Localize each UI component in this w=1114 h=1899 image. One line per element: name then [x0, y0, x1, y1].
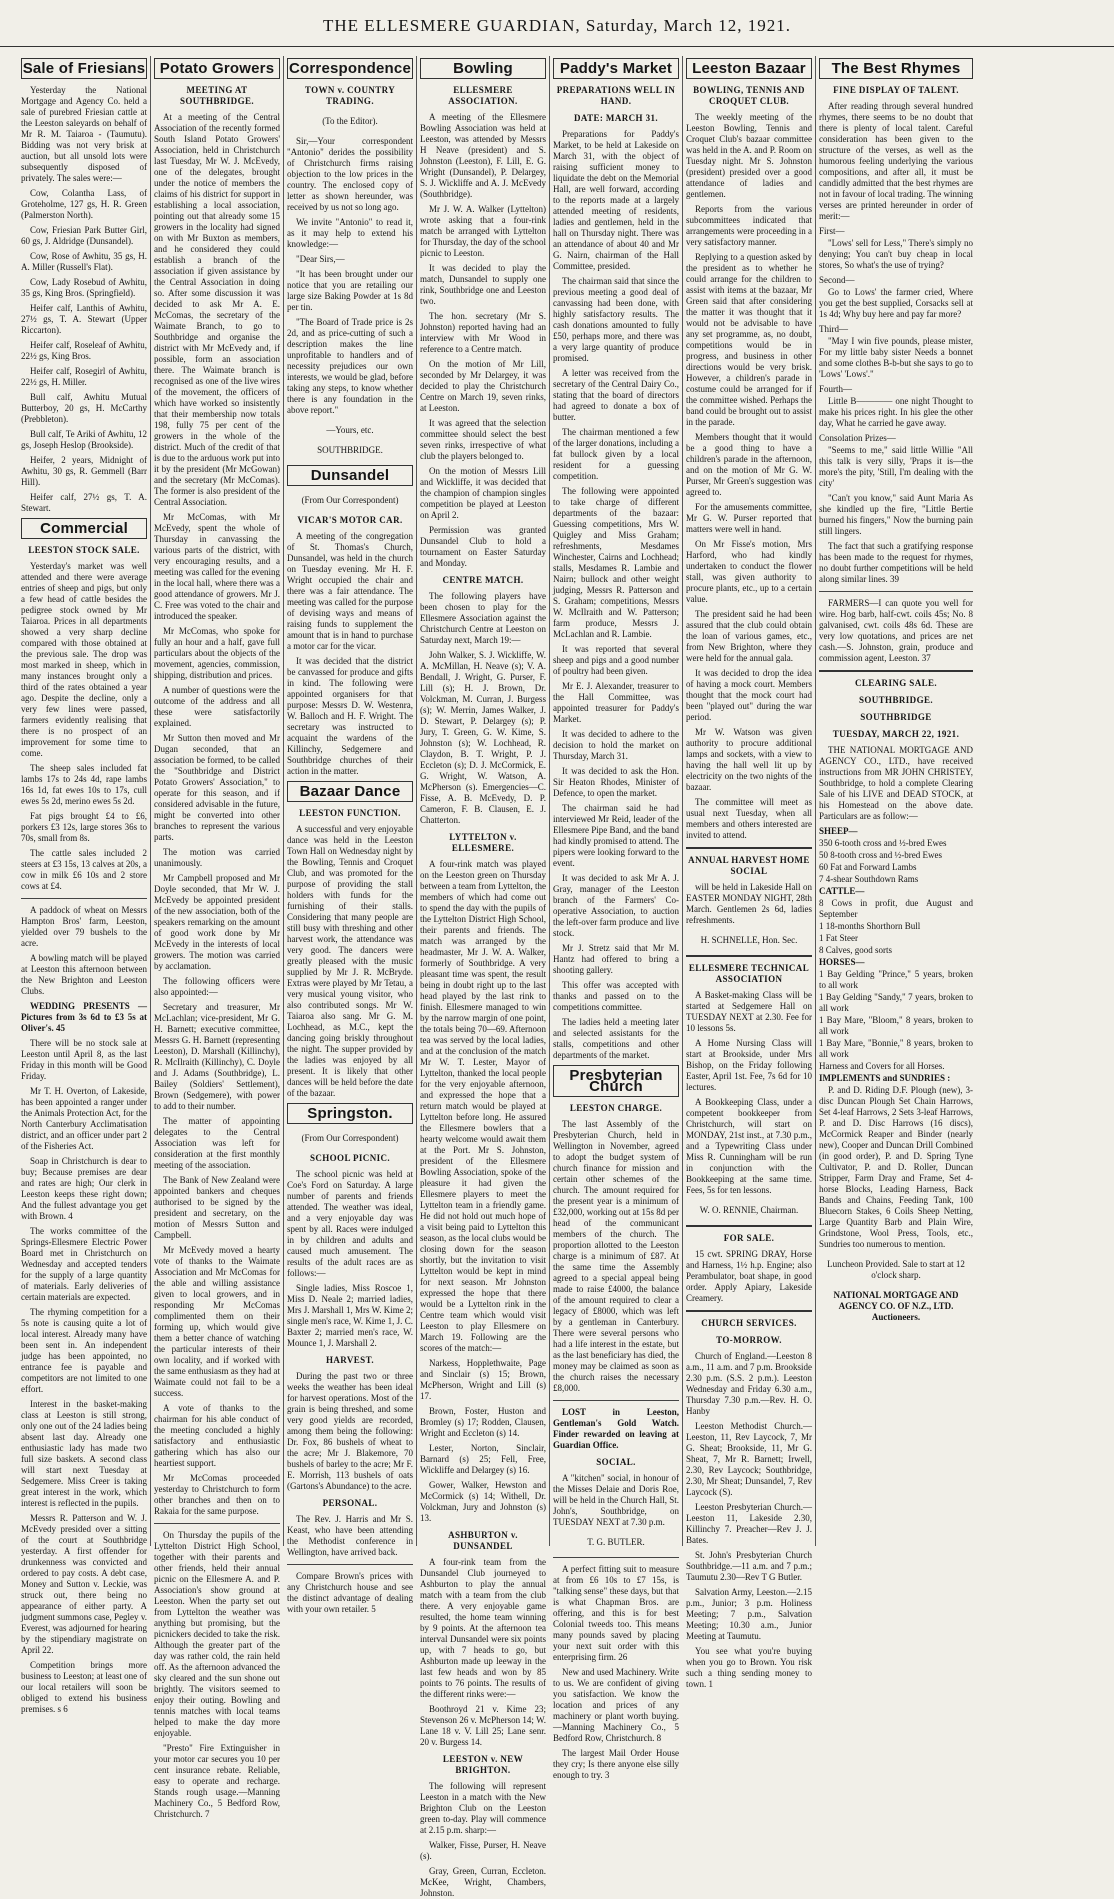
article-paragraph: A "kitchen" social, in honour of the Misses Delaie and Doris Roe, will be held in the Church Hall, St. John's, Southbridge, on TUESDAY NEXT at 7.30 p.m.	[553, 1473, 679, 1527]
subheading: ANNUAL HARVEST HOME SOCIAL	[688, 855, 810, 876]
score-line: Brown, Foster, Huston and Bromley (s) 17; Rodden, Clausen, Wright and Eccleton (s) 14.	[420, 1406, 546, 1438]
subheading: TO-MORROW.	[716, 1335, 782, 1345]
headline-paddys-market: Paddy's Market	[553, 58, 679, 79]
article-paragraph: A four-rink team from the Dunsandel Club journeyed to Ashburton to play the annual match with a team from the club there. A very enjoyable game resulted, the home team winning by 9 points. At the afternoon tea interval Dunsandel were six points up, with 7 heads to go, but Ashburton made up leeway in the last few heads and won by 85 points to 76 points. The results of the different rinks were:—	[420, 1557, 546, 1699]
divider	[287, 1564, 413, 1565]
article-paragraph: On the motion of Mr Lill, seconded by Mr Delargey, it was decided to play the Christchurch Centre on March 19, seven rinks, at Leeston.	[420, 359, 546, 413]
subheading: CLEARING SALE.	[854, 678, 938, 688]
headline-dunsandel: Dunsandel	[287, 465, 413, 486]
subheading: ELLESMERE ASSOCIATION.	[448, 85, 518, 106]
signoff: SOUTHBRIDGE.	[317, 445, 383, 455]
column-3	[284, 56, 417, 1614]
headline-springston: Springston.	[287, 1103, 413, 1124]
rhyme-verse: "Can't you know," said Aunt Maria As she kindled up the fire, "Little Bertie burned his fingers," Now the burning pain still lingers.	[819, 493, 973, 536]
subheading: FOR SALE.	[723, 1233, 775, 1243]
article-paragraph: (To the Editor).	[322, 116, 378, 126]
column-1	[18, 56, 151, 1714]
sale-entry: Heifer, 2 years, Midnight of Awhitu, 30 gs, R. Gemmell (Barr Hill).	[21, 455, 147, 487]
subheading: TOWN v. COUNTRY TRADING.	[304, 85, 396, 106]
article-paragraph: The following will represent Leeston in a match with the New Brighton Club on the Leeston green to-day. Play will commence at 2.15 p.m. sharp:—	[420, 1781, 546, 1835]
article-paragraph: The following players have been chosen to play for the Ellesmere Association against the Christchurch Centre at Leeston on Saturday next, March 19:—	[420, 591, 546, 645]
signoff: W. O. RENNIE, Chairman.	[699, 1205, 799, 1215]
article-paragraph: It was reported that several sheep and pigs and a good number of poultry had been given.	[553, 644, 679, 676]
sale-item: 1 18-months Shorthorn Bull	[819, 921, 921, 931]
article-paragraph: It was decided to ask the Hon. Sir Heaton Rhodes, Minister of Defence, to open the market.	[553, 766, 679, 798]
advertisement: The largest Mail Order House they cry; Is there anyone else silly enough to try. 3	[553, 1748, 679, 1780]
article-paragraph: Mr W. Watson was given authority to procure additional lamps and sockets, with a view to having the hall well lit up by electricity on the two nights of the bazaar.	[686, 727, 812, 792]
article-paragraph: It was decided to drop the idea of having a mock court. Members thought that the mock court had been "played out" during the war period.	[686, 668, 812, 722]
article-paragraph: The school picnic was held at Coe's Ford on Saturday. A large number of parents and friends attended. The weather was ideal, and a very enjoyable day was spent by all. Races were indulged in by children and adults and caused much amusement. The results of the adult races are as follows:—	[287, 1169, 413, 1278]
article-paragraph: The cattle sales included 2 steers at £3 15s, 13 calves at 20s, a cow in milk £6 10s and 2 store cows at £4.	[21, 848, 147, 891]
page-columns	[18, 56, 1104, 1898]
advertisement: WEDDING PRESENTS —Pictures from 3s 6d to £3 5s at Oliver's. 45	[21, 1001, 147, 1033]
sale-item: 8 Cows in profit, due August and September	[819, 898, 973, 919]
subheading: SOUTHBRIDGE.	[858, 695, 934, 705]
article-paragraph: Members thought that it would be a good thing to have a children's parade in the afternoon, and on the motion of Mr G. W. Purser, Mr Green's suggestion was agreed to.	[686, 432, 812, 497]
headline-correspondence: Correspondence	[289, 60, 411, 77]
notice-text: 15 cwt. SPRING DRAY, Horse and Harness, 1½ h.p. Engine; also Perambulator, boat shape, in good order. Apply Apiary, Lakeside Creamery.	[686, 1249, 812, 1303]
article-paragraph: The ladies held a meeting later and selected assistants for the stalls, competitions and other departments of the market.	[553, 1017, 679, 1060]
subheading: CHURCH SERVICES.	[701, 1318, 797, 1328]
article-paragraph: A vote of thanks to the chairman for his able conduct of the meeting concluded a highly satisfactory and enthusiastic gathering which has also our heartiest support.	[154, 1403, 280, 1468]
article-paragraph: "Dear Sirs,—	[296, 254, 345, 264]
article-paragraph: The fact that such a gratifying response has been made to the request for rhymes, no doubt further competitions will be held along similar lines. 39	[819, 541, 973, 584]
article-paragraph: Mr J. Stretz said that Mr M. Hantz had offered to bring a shooting gallery.	[553, 943, 679, 975]
article-paragraph: The committee will meet as usual next Tuesday, when all members and others interested are invited to attend.	[686, 797, 812, 840]
masthead: THE ELLESMERE GUARDIAN, Saturday, March 12, 1921.	[0, 16, 1114, 47]
subheading: TUESDAY, MARCH 22, 1921.	[832, 729, 960, 739]
sale-entry: Cow, Friesian Park Butter Girl, 60 gs, J. Aldridge (Dunsandel).	[21, 225, 147, 246]
article-paragraph: Single ladies, Miss Roscoe 1, Miss D. Neale 2; married ladies, Mrs J. Marshall 1, Mrs W. Kime 2; single men's race, W. Kime 1, J. C. Baxter 2; married men's race, W. Mounce 1, J. Marshall 2.	[287, 1283, 413, 1348]
article-paragraph: At a meeting of the Central Association of the recently formed South Island Potato Growers' Association, held in Christchurch last Tuesday, Mr W. J. McEvedy, one of the delegates, brought under the notice of members the claims of his district for support in establishing a local association, pointing out that already some 15 growers in the locality had signed on with Mr Buxton as members, and he considered they could establish a branch of the association if given assistance by the Central Association in doing so. After some discussion it was decided to ask Mr A. E. McComas, the secretary of the Waimate Branch, to go to Southbridge and organise the district with Mr McEvedy and, if possible, form an association there. The Waimate branch is recognised as one of the live wires of the movement, the officers of which have worked so insistently that their membership now totals 198, fully 75 per cent of the growers in the whole of the district. Much of the credit of that is due to the arduous work put into it by the president (Mr McGowan) and the secretary (Mr McComas). The former is also president of the Central Association.	[154, 112, 280, 507]
article-paragraph: A number of questions were the outcome of the address and all these were satisfactorily explained.	[154, 685, 280, 728]
advertisement: You see what you're buying when you go to Brown. You risk such a thing sending money to town. 1	[686, 1646, 812, 1689]
sale-item: 1 Bay Gelding "Sandy," 7 years, broken to all work	[819, 992, 973, 1013]
sale-category: IMPLEMENTS and SUNDRIES :	[819, 1073, 951, 1083]
subheading: VICAR'S MOTOR CAR.	[297, 515, 403, 525]
sale-entry: Cow, Lady Rosebud of Awhitu, 35 gs, King Bros. (Springfield).	[21, 277, 147, 298]
divider	[21, 898, 147, 899]
notice-text: A Bookkeeping Class, under a competent bookkeeper from Christchurch, will start on MONDAY, 21st inst., at 7.30 p.m., and a Typewriting Class under Miss R. Cunningham will be run in conjunction with the Bookkeeping at the same time. Fees, 5s for ten lessons.	[686, 1097, 812, 1195]
news-item: The rhyming competition for a 5s note is causing quite a lot of local interest. Already many have been sent in. An independent judge has been appointed, no entrance fee is payable and competitors are not limited to one effort.	[21, 1307, 147, 1394]
divider	[154, 1523, 280, 1524]
article-paragraph: On the motion of Messrs Lill and Wickliffe, it was decided that the champion of champion singles competition be played at Leeston on April 2.	[420, 466, 546, 520]
subheading: HARVEST.	[326, 1355, 374, 1365]
rhyme-verse: "Seems to me," said little Willie "All this talk is very silly, 'Praps it is—the more's the pity, 'Still, I'm dealing with the city'	[819, 445, 973, 488]
article-paragraph: After reading through several hundred rhymes, there seems to be no doubt that there is plenty of local talent. Careful consideration has been given to the structure of the verses, as well as the humorous feeling underlying the various compositions, and after all, it must be candidly admitted that the best rhymes are not in favour of local trading. The winning verses are printed hereunder in order of merit:—	[819, 101, 973, 221]
sale-category: SHEEP—	[819, 826, 858, 836]
notice-text: A Home Nursing Class will start at Brookside, under Mrs Bishop, on the Friday following Easter, April 1st. Fee, 7s 6d for 10 lectures.	[686, 1038, 812, 1092]
article-paragraph: The chairman mentioned a few of the larger donations, including a fat bullock given by a local resident for a guessing competition.	[553, 427, 679, 481]
article-paragraph: A four-rink match was played on the Leeston green on Thursday between a team from Lyttelton, the members of which had come out to spend the day with the pupils of the Lyttelton District High School, their parents and friends. The match was arranged by the headmaster, Mr J. W. A. Walker, formerly of Southbridge. A very pleasant time was spent, the result being in doubt right up to the last head played by the last rink to finish. Ellesmere managed to win by the narrow margin of one point, the totals being 70—69. Afternoon tea was served by the local ladies, and at the conclusion of the match Mr W. T. Lester, Mayor of Lyttelton, thanked the local people for the very enjoyable afternoon, and expressed the hope that a return match would be played at Lyttelton before long. He assured the Ellesmere bowlers that a hearty welcome would await them at the Port. Mr S. Johnston, president of the Ellesmere Bowling Association, spoke of the pleasure it had given the Ellesmere players to meet the Lyttelton team in a friendly game. He did not hold out much hope of a visit being paid to Lyttelton this season, as the local clubs would be closing down for the season shortly, but the invitation to visit Lyttelton would be kept in mind for next season. Mr Johnston expressed the hope that there would be a Lyttelton rink in the Centre team which would visit Leeston to play Ellesmere on March 19. Following are the scores of the match:—	[420, 859, 546, 1353]
article-paragraph: Sir,—Your correspondent "Antonio" derides the possibility of Christchurch firms raising objection to the low prices in the country. The enclosed copy of letter as shown hereunder, was received by us not so long ago.	[287, 136, 413, 212]
article-paragraph: The following were appointed to take charge of different departments of the bazaar: Guessing competitions, Mrs W. Quigley and Miss Graham; refreshments, Mesdames Winchester, Cairns and Lochhead; stalls, Mesdames R. Lambie and Nairn; bullock and other weight judging, Messrs R. Patterson and S. Graham; competitions, Messrs W. McIlraith and W. Patterson; farm produce, Messrs J. McLachlan and R. Lambie.	[553, 486, 679, 639]
article-paragraph: The president said he had been assured that the club could obtain the loan of various games, etc., from New Brighton, where they were held for the annual gala.	[686, 609, 812, 663]
advertisement: Soap in Christchurch is dear to buy; Because premises are dear and rates are high; Our clerk in Leeston keeps these right down; And the fullest advantage you get with Brown. 4	[21, 1156, 147, 1221]
article-paragraph: This offer was accepted with thanks and passed on to the competitions committee.	[553, 980, 679, 1012]
divider	[819, 670, 973, 672]
score-line: Lester, Norton, Sinclair, Barnard (s) 25; Fell, Free, Wickliffe and Delargey (s) 16.	[420, 1443, 546, 1475]
advertisement: A perfect fitting suit to measure at from £6 10s to £7 15s, is "talking sense" these days, but that is what Chapman Bros. are offering, and this is for best Colonial tweeds too. This means many pounds saved by placing your next suit order with this enterprising firm. 26	[553, 1564, 679, 1662]
article-paragraph: Preparations for Paddy's Market, to be held at Lakeside on March 31, with the object of raising sufficient money to liquidate the debt on the Memorial Hall, are well forward, according to the reports made at a largely attended meeting of residents, ladies and gentlemen, held in the hall on Thursday night. There was an attendance of about 40 and Mr G. Nairn, chairman of the Hall Committee, presided.	[553, 129, 679, 271]
church-service: Church of England.—Leeston 8 a.m., 11 a.m. and 7 p.m. Brookside 2.30 p.m. (S.S. 2 p.m.). Leeston Wednesday and Friday 6.30 a.m., Thursday 7.30 p.m.—Rev. H. O. Hanby	[686, 1351, 812, 1416]
headline-leeston-bazaar: Leeston Bazaar	[686, 58, 812, 79]
headline-potato-growers: Potato Growers	[154, 58, 280, 79]
divider	[686, 955, 812, 957]
subheading: LEESTON STOCK SALE.	[28, 545, 140, 555]
article-paragraph: It was decided to ask Mr A. J. Gray, manager of the Leeston branch of the Farmers' Co-operative Association, to auction the left-over farm produce and live stock.	[553, 873, 679, 938]
sale-item: 1 Fat Steer	[819, 933, 858, 943]
article-paragraph: Yesterday's market was well attended and there were average entries of sheep and pigs, but only a few head of cattle besides the pedigree stock owned by Mr Taiaroa. Prices in all departments showed a very sharp decline compared with those obtained at the previous sale. The drop was most marked in sheep, which in many instances brought only a third of the rates obtained a year ago. Despite the decline, only a very few lines were passed, farmers evidently realising that there is no prospect of an improvement for some time to come.	[21, 561, 147, 758]
article-paragraph: Permission was granted Dunsandel Club to hold a tournament on Easter Saturday and Monday.	[420, 525, 546, 568]
article-paragraph: We invite "Antonio" to read it, as it may help to extend his knowledge:—	[287, 217, 413, 249]
rhyme-label: Third—	[819, 324, 848, 334]
subheading: FINE DISPLAY OF TALENT.	[833, 85, 959, 95]
article-paragraph: The last Assembly of the Presbyterian Church, held in Wellington in November, agreed to adopt the budget system of church finance for mission and certain other schemes of the church. The amount required for the present year is a minimum of £32,000, working out at 15s 8d per head of the communicant members of the church. The proportion allotted to the Leeston charge is a minimum of £87. At the same time the Assembly agreed to a special appeal being made to raise £4000, the balance of the amount required to clear a legacy of £8000, which was left by a gentleman in Canterbury. There were several persons who had a life interest in the estate, but as the last beneficiary has died, the money may be claimed as soon as the church raises the necessary £8,000.	[553, 1119, 679, 1393]
headline-bazaar-dance: Bazaar Dance	[287, 781, 413, 802]
article-paragraph: A successful and very enjoyable dance was held in the Leeston Town Hall on Wednesday night by the Bowling, Tennis and Croquet Club, and was promoted for the purpose of providing the stall holders with funds for the furnishing of their stalls. Considering that many people are still busy with threshing and other harvest work, the attendance was very good. The dancers were greatly pleased with the music supplied by Mr J. R. McBryde. Extras were played by Mr Tetau, a very musical young visitor, who also contributed songs. Mr W. Taiaroa also sang. Mr G. M. Lochhead, as M.C., kept the dancing going briskly throughout the night. The supper provided by the ladies was enjoyed by all present. It is likely that other dances will be held before the date of the bazaar.	[287, 824, 413, 1098]
advertisement: Competition brings more business to Leeston; at least one of our local retailers will soon be obliged to extend his business premises. s 6	[21, 1660, 147, 1714]
news-item: A paddock of wheat on Messrs Hampton Bros' farm, Leeston, yielded over 79 bushels to the acre.	[21, 905, 147, 948]
subheading: LYTTELTON v. ELLESMERE.	[449, 832, 517, 853]
article-paragraph: Mr McEvedy moved a hearty vote of thanks to the Waimate Association and Mr McComas for the able and willing assistance given to local growers, and in responding Mr McComas complimented them on their forming up, which would give them a better chance of watching the particular interests of their own locality, and if worked with the same enthusiasm as they had at Waimate could not fail to be a success.	[154, 1245, 280, 1398]
sale-entry: Cow, Colantha Lass, of Groteholme, 127 gs, H. R. Green (Palmerston North).	[21, 188, 147, 220]
article-paragraph: The Bank of New Zealand were appointed bankers and cheques authorised to be signed by the president and secretary, on the motion of Messrs Sutton and Campbell.	[154, 1175, 280, 1240]
sale-item: 1 Bay Mare, "Bloom," 8 years, broken to all work	[819, 1015, 973, 1036]
sale-category: HORSES—	[819, 957, 865, 967]
score-line: Narkess, Hopplethwaite, Page and Sinclair (s) 15; Brown, McPherson, Wright and Lill (s) 17.	[420, 1358, 546, 1401]
article-paragraph: A meeting of the congregation of St. Thomas's Church, Dunsandel, was held in the church on Tuesday evening. Mr H. F. Wright occupied the chair and there was a fair attendance. The meeting was called for the purpose of devising ways and means of raising funds to supplement the amount that is in hand to purchase a motor car for the vicar.	[287, 531, 413, 651]
notice-text: THE NATIONAL MORTGAGE AND AGENCY CO., LTD., have received instructions from MR JOHN CHRISTEY, Southbridge, to hold a complete Clearing Sale of his LIVE and DEAD STOCK, at his Homestead on the above date. Particulars are as follow:—	[819, 745, 973, 821]
article-paragraph: It was decided that the district be canvassed for produce and gifts in kind. The following were appointed organisers for that purpose: Messrs D. W. Westenra, W. Balloch and H. F. Wright. The secretary was instructed to acquaint the wardens of the Killinchy, Sedgemere and Southbridge churches of their action in the matter.	[287, 656, 413, 776]
article-paragraph: The matter of appointing delegates to the Central Association was left for consideration at the first monthly meeting of the association.	[154, 1116, 280, 1170]
article-paragraph: The motion was carried unanimously.	[154, 847, 280, 868]
news-item: Messrs R. Patterson and W. J. McEvedy presided over a sitting of the court at Southbridge yesterday. A first offender for drunkenness was convicted and ordered to pay costs. A debt case, Money and Sutton v. Leckie, was struck out, there being no appearance of either party. A judgment summons case, Pegley v. Everest, was adjourned for hearing by the stipendiary magistrate on April 22.	[21, 1513, 147, 1655]
subheading: LEESTON v. NEW BRIGHTON.	[442, 1754, 524, 1775]
advertisement: "Presto" Fire Extinguisher in your motor car secures you 10 per cent insurance rebate. Reliable, easy to operate and recharge. Stands rough usage.—Manning Machinery Co., 5 Bedford Row, Christchurch. 7	[154, 1743, 280, 1819]
article-paragraph: It was decided to play the match, Dunsandel to supply one rink, Southbridge one and Leeston two.	[420, 263, 546, 306]
team-line: Gray, Green, Curran, Eccleton. McKee, Wright, Chambers, Johnston.	[420, 1866, 546, 1898]
rhyme-label: Second—	[819, 275, 855, 285]
team-line: Walker, Fisse, Purser, H. Neave (s).	[420, 1840, 546, 1861]
sale-category: CATTLE—	[819, 886, 865, 896]
article-paragraph: "The Board of Trade price is 2s 2d, and as price-cutting of such a description makes the line unprofitable to handlers and of necessity prejudices our own interests, we would be glad, before taking any steps, to know whether there is any foundation in the above report."	[287, 317, 413, 415]
article-paragraph: The following officers were also appointed:—	[154, 976, 280, 997]
article-paragraph: Secretary and treasurer, Mr McLachlan; vice-president, Mr G. H. Barnett; executive committee, Messrs G. H. Barnett (representing Leeston), D. Marshall (Killinchy), R. McIlraith (Killinchy), C. Doyle and J. Adams (Southbridge), L. Bailey (Soldiers' Settlement), Brown (Sedgemere), with power to add to their number.	[154, 1002, 280, 1111]
sale-item: 8 Calves, good sorts	[819, 945, 892, 955]
subheading: ASHBURTON v. DUNSANDEL	[448, 1530, 518, 1551]
article-paragraph: For the amusements committee, Mr G. W. Purser reported that matters were well in hand.	[686, 502, 812, 534]
church-service: Salvation Army, Leeston.—2.15 p.m., Junior; 3 p.m. Holiness Meeting; 7 p.m., Salvation Meeting; 10.30 a.m., Junior Meeting at Taumutu.	[686, 1587, 812, 1641]
headline-the-best-rhymes: The Best Rhymes	[819, 58, 973, 79]
sale-item: 1 Bay Mare, "Bonnie," 8 years, broken to all work	[819, 1038, 973, 1059]
article-paragraph: Mr McComas, who spoke for fully an hour and a half, gave full particulars about the objects of the movement, agencies, commission, shipping, distribution and prices.	[154, 626, 280, 680]
rhyme-verse: "Lows' sell for Less," There's simply no denying; You can't buy cheap in local stores, So what's the use of trying?	[819, 238, 973, 270]
advertisement: FARMERS—I can quote you well for wire. Hog barb, half-cwt. coils 45s; No. 8 galvanised, cwt. coils 48s 6d. These are very low quotations, and prices are net cash.—S. Johnston, grain, produce and commission agent, Leeston. 37	[819, 598, 973, 663]
subheading: SCHOOL PICNIC.	[309, 1153, 391, 1163]
advertisement: LOST in Leeston, Gentleman's Gold Watch. Finder rewarded on leaving at Guardian Office.	[553, 1407, 679, 1450]
article-paragraph: Replying to a question asked by the president as to whether he could arrange for the children to assist with items at the bazaar, Mr Green said that after considering the matter it was thought that it would not be advisable to have any set programme, as, no doubt, competitions would be in progress, and business in other directions would be very brisk. However, a children's parade in costume could be arranged for if the committee wished. Perhaps the band could be brought out to assist in the parade.	[686, 252, 812, 427]
article-paragraph: Mr E. J. Alexander, treasurer to the Hall Committee, was appointed treasurer for Paddy's Market.	[553, 681, 679, 724]
subheading: DATE: MARCH 31.	[573, 113, 659, 123]
rhyme-verse: "May I win five pounds, please mister, For my little baby sister Needs a bonnet and some clothes B-b-but she says to go to 'Lows' 'Lows'."	[819, 336, 973, 379]
signoff: —Yours, etc.	[326, 425, 374, 435]
article-paragraph: The chairman said he had interviewed Mr Reid, leader of the Ellesmere Pipe Band, and the band had kindly promised to attend. The pipers were looking forward to the event.	[553, 803, 679, 868]
subheading: BOWLING, TENNIS AND CROQUET CLUB.	[693, 85, 805, 106]
divider	[819, 591, 973, 592]
article-paragraph: During the past two or three weeks the weather has been ideal for harvest operations. Most of the grain is being threshed, and some very good yields are recorded, among them being the following: Dr. Fox, 86 bushels of wheat to the acre; Mr J. Blakemore, 70 bushels of barley to the acre; Mr F. E. Morrish, 113 bushels of oats (Gartons's Abundance) to the acre.	[287, 1371, 413, 1491]
byline: (From Our Correspondent)	[301, 495, 399, 505]
score-line: Gower, Walker, Hewston and McCormick (s) 14; Withell, Dr. Volckman, Jury and Johnston (s) 13.	[420, 1480, 546, 1523]
headline-commercial: Commercial	[21, 518, 147, 539]
news-item: There will be no stock sale at Leeston until April 8, as the last Friday in this month will be Good Friday.	[21, 1038, 147, 1081]
notice-text: A Basket-making Class will be started at Sedgemere Hall on TUESDAY NEXT at 2.30. Fee for 10 lessons 5s.	[686, 990, 812, 1033]
sale-item: 350 6-tooth cross and ½-bred Ewes	[819, 838, 947, 848]
article-paragraph: A letter was received from the secretary of the Central Dairy Co., stating that the board of directors had agreed to donate a box of butter.	[553, 368, 679, 422]
divider	[686, 1225, 812, 1227]
sale-item: P. and D. Riding D.F. Plough (new), 3-disc Duncan Plough Set Chain Harrows, Set 4-leaf Harrows, 2 Sets 3-leaf Harrows, P. and D. Disc Harrows (16 discs), McCormick Reaper and Binder (nearly new), Cooper and Duncan Drill Combined (in good order), P. and D. Spring Tyne Cultivator, P. and D. Roller, Duncan Stripper, Farm Dray and Frame, Set 4-horse Blocks, Leading Harness, Back Bands and Chains, Feeding Tank, 100 Bluecorn Stakes, 6 Coils Sheep Netting, Large Quantity Barb and Plain Wire, Grindstone, Wool Press, Tools, etc., Sundries too numerous to mention.	[819, 1085, 973, 1249]
article-paragraph: "It has been brought under our notice that you are retailing our large size Baking Powder at 1s 8d per tin.	[287, 269, 413, 312]
sale-entry: Cow, Rose of Awhitu, 35 gs, H. A. Miller (Russell's Flat).	[21, 251, 147, 272]
column-6	[683, 56, 816, 1689]
church-service: Leeston Presbyterian Church.—Leeston 11, Lakeside 2.30, Killinchy 7. Preacher—Rev J. J. Bates.	[686, 1502, 812, 1545]
auctioneer-signoff: NATIONAL MORTGAGE AND AGENCY CO. OF N.Z., LTD. Auctioneers.	[833, 1290, 959, 1322]
subheading: PERSONAL.	[322, 1498, 378, 1508]
subheading: SOCIAL.	[596, 1457, 636, 1467]
church-service: Leeston Methodist Church.—Leeston, 11, Rev Laycock, 7, Mr G. Sheat; Brookside, 11, Mr G. Sheat, 7, Mr R. Barnett; Irwell, 2.30, Rev Laycock; Southbridge, 2.30, Mr Sheat; Dunsandel, 7, Rev Laycock (S).	[686, 1421, 812, 1497]
sale-item: 7 4-shear Southdown Rams	[819, 874, 919, 884]
sale-entry: Bull calf, Te Ariki of Awhitu, 12 gs, Joseph Heslop (Brookside).	[21, 429, 147, 450]
article-paragraph: On Mr Fisse's motion, Mrs Harford, who had kindly undertaken to conduct the flower stall, was given authority to procure plants, etc., up to a certain value.	[686, 539, 812, 604]
news-item: Interest in the basket-making class at Leeston is still strong, only one out of the 24 ladies being absent last day. Already one enthusiastic lady has made two full size baskets. A second class will start next Tuesday at Sedgemere. Miss Creer is taking great interest in the work, which interest is reflected in the pupils.	[21, 1399, 147, 1508]
column-2	[151, 56, 284, 1819]
news-item: A bowling match will be played at Leeston this afternoon between the New Brighton and Leeston Clubs.	[21, 953, 147, 996]
advertisement: New and used Machinery. Write to us. We are confident of giving you satisfaction. We know the location and prices of any machinery or plant worth buying.—Manning Machinery Co., 5 Bedford Row, Christchurch. 8	[553, 1667, 679, 1743]
subheading: SOUTHBRIDGE	[860, 712, 932, 722]
article-paragraph: The weekly meeting of the Leeston Bowling, Tennis and Croquet Club's bazaar committee was held in the A. and P. Room on Tuesday night. Mr S. Johnston (president) presided over a good attendance of ladies and gentlemen.	[686, 112, 812, 199]
article-paragraph: It was agreed that the selection committee should select the best seven rinks, irrespective of what club the players belonged to.	[420, 418, 546, 461]
article-paragraph: Mr McComas, with Mr McEvedy, spent the whole of Thursday in canvassing the various parts of the district, with very encouraging results, and a meeting was called for the evening in the local hall, where there was a good attendance of growers. Mr J. C. Free was voted to the chair and introduced the speaker.	[154, 512, 280, 621]
subheading: PREPARATIONS WELL IN HAND.	[556, 85, 676, 106]
notice-text: will be held in Lakeside Hall on EASTER MONDAY NIGHT, 28th March. Gentlemen 2s 6d, ladies refreshments.	[686, 882, 812, 925]
divider	[553, 1557, 679, 1558]
sale-entry: Bull calf, Awhitu Mutual Butterboy, 20 gs, H. McCarthy (Prebbleton).	[21, 392, 147, 424]
sale-entry: Heifer calf, Rosegirl of Awhitu, 22½ gs, H. Miller.	[21, 366, 147, 387]
headline-sale-of-friesians: Sale of Friesians	[22, 60, 146, 77]
score-line: Boothroyd 21 v. Kime 23; Stevenson 26 v. McPherson 14; W. Lane 18 v. V. Lill 25; Lane senr. 20 v. Burgess 14.	[420, 1704, 546, 1747]
signoff: T. G. BUTLER.	[587, 1537, 645, 1547]
sale-item: 1 Bay Gelding "Prince," 5 years, broken to all work	[819, 969, 973, 990]
divider	[553, 1400, 679, 1401]
news-item: Mr T. H. Overton, of Lakeside, has been appointed a ranger under the Animals Protection Act, for the North Canterbury Acclimatisation district, and an officer under part 2 of the Fisheries Act.	[21, 1086, 147, 1151]
divider	[686, 847, 812, 849]
column-7	[816, 56, 976, 1546]
byline: (From Our Correspondent)	[301, 1133, 399, 1143]
article-paragraph: John Walker, S. J. Wickliffe, W. A. McMillan, H. Neave (s); V. A. Bendall, J. Wright, G. Purser, F. Lill (s); H. J. Brown, Dr. Volckman, M. Curran, J. Burgess (s); W. Merrin, James Walker, J. D. Stewart, P. Delargey (s); P. Jury, T. Green, G. W. Kime, S. Johnston (s); W. Lochhead, R. Claydon, B. T. Wright, P. J. Eccleton (s); D. J. McCormick, E. G. Wright, W. Watson, A. McPherson (s). Emergencies—C. Fisse, A. B. McEvedy, D. P. Cameron, F. B. Clausen, E. J. Chatterton.	[420, 650, 546, 825]
rhyme-verse: Little B———— one night Thought to make his prices right. In his glee the other day, What he carried he gave away.	[819, 396, 973, 428]
notice-text: Luncheon Provided. Sale to start at 12 o'clock sharp.	[827, 1259, 965, 1280]
headline-bowling: Bowling	[420, 58, 546, 79]
subheading: LEESTON FUNCTION.	[299, 808, 401, 818]
news-item: On Thursday the pupils of the Lyttelton District High School, together with their parents and other friends, held their annual picnic on the Ellesmere A. and P. Association's show ground at Leeston. When the party set out from Lyttelton the weather was anything but promising, but the picnickers decided to take the risk. Although the greater part of the day was rather cold, the rain held off. As the afternoon advanced the sky cleared and the sun shone out brightly. The visitors seemed to enjoy their outing. Bowling and tennis matches with local teams helped to make the day more enjoyable.	[154, 1530, 280, 1738]
sale-entry: Heifer calf, 27½ gs, T. A. Stewart.	[21, 492, 147, 513]
sale-item: Harness and Covers for all Horses.	[819, 1061, 945, 1071]
column-4	[417, 56, 550, 1898]
church-service: St. John's Presbyterian Church Southbridge.—11 a.m. and 7 p.m.; Taumutu 2.30—Rev T G Butler.	[686, 1550, 812, 1582]
headline-presbyterian-church: Presbyterian Church	[553, 1065, 679, 1097]
article-paragraph: Yesterday the National Mortgage and Agency Co. held a sale of purebred Friesian cattle at the Leeston saleyards on behalf of Mr R. M. Taiaroa - (Taumutu). Bidding was not very brisk at auction, but all unsold lots were subsequently disposed of privately. The sales were:—	[21, 85, 147, 183]
article-paragraph: Mr J. W. A. Walker (Lyttelton) wrote asking that a four-rink match be arranged with Lyttelton for Thursday, the day of the school picnic to Leeston.	[420, 204, 546, 258]
article-paragraph: The chairman said that since the previous meeting a good deal of canvassing had been done, with highly satisfactory results. The cash donations amounted to fully £50, perhaps more, and there was a very large quantity of produce promised.	[553, 276, 679, 363]
advertisement: Compare Brown's prices with any Christchurch house and see the distinct advantage of dealing with your own retailer. 5	[287, 1571, 413, 1614]
article-paragraph: Fat pigs brought £4 to £6, porkers £3 12s, large stores 36s to 70s, small from 8s.	[21, 811, 147, 843]
sale-item: 50 8-tooth cross and ½-bred Ewes	[819, 850, 942, 860]
subheading: ELLESMERE TECHNICAL ASSOCIATION	[688, 963, 810, 984]
article-paragraph: Mr Campbell proposed and Mr Doyle seconded, that Mr W. J. McEvedy be appointed president of the new association, both of the speakers remarking on the amount of good work done by Mr McEvedy in the interests of local growers. The motion was carried by acclamation.	[154, 873, 280, 971]
article-paragraph: Reports from the various subcommittees indicated that arrangements were proceeding in a very satisfactory manner.	[686, 204, 812, 247]
subheading: LEESTON CHARGE.	[569, 1103, 663, 1113]
rhyme-label: Fourth—	[819, 384, 853, 394]
rhyme-label: Consolation Prizes—	[819, 433, 896, 443]
divider	[686, 1310, 812, 1312]
subheading: CENTRE MATCH.	[442, 575, 524, 585]
article-paragraph: The hon. secretary (Mr S. Johnston) reported having had an interview with Mr Wood in reference to a Centre match.	[420, 311, 546, 354]
article-paragraph: Mr McComas proceeded yesterday to Christchurch to form other branches and then on to Rakaia for the same purpose.	[154, 1473, 280, 1516]
article-paragraph: It was decided to adhere to the decision to hold the market on Thursday, March 31.	[553, 729, 679, 761]
sale-entry: Heifer calf, Lanthis of Awhitu, 27½ gs, T. A. Stewart (Upper Riccarton).	[21, 303, 147, 335]
article-paragraph: Mr Sutton then moved and Mr Dugan seconded, that an association be formed, to be called the "Southbridge and District Potato Growers' Association," to operate for this season, and if considered advisable in the future, might be converted into other branches to represent the various parts.	[154, 733, 280, 842]
article-paragraph: A meeting of the Ellesmere Bowling Association was held at Leeston, was attended by Messrs H Neave (president) and S. Johnston (Leeston), F. Lill, E. G. Wright (Dunsandel), P. Delargey, S. J. Wickliffe and A. J. McEvedy (Southbridge).	[420, 112, 546, 199]
article-paragraph: The sheep sales included fat lambs 17s to 24s 4d, rape lambs 16s 1d, fat ewes 10s to 17s, cull ewes 5s 2d, merino ewes 5s 2d.	[21, 763, 147, 806]
signoff: H. SCHNELLE, Hon. Sec.	[700, 935, 798, 945]
subheading: MEETING AT SOUTHBRIDGE.	[179, 85, 255, 106]
sale-item: 60 Fat and Forward Lambs	[819, 862, 917, 872]
rhyme-verse: Go to Lows' the farmer cried, Where you get the best supplied, Corsacks sell at 1s 4d; Why buy here and pay far more?	[819, 287, 973, 319]
news-item: The works committee of the Springs-Ellesmere Electric Power Board met in Christchurch on Wednesday and accepted tenders for the supply of a large quantity of materials. Early deliveries of certain materials are expected.	[21, 1226, 147, 1302]
column-5	[550, 56, 683, 1780]
article-paragraph: The Rev. J. Harris and Mr S. Keast, who have been attending the Methodist conference in Wellington, have arrived back.	[287, 1514, 413, 1557]
rhyme-label: First—	[819, 226, 845, 236]
sale-entry: Heifer calf, Roseleaf of Awhitu, 22½ gs, King Bros.	[21, 340, 147, 361]
